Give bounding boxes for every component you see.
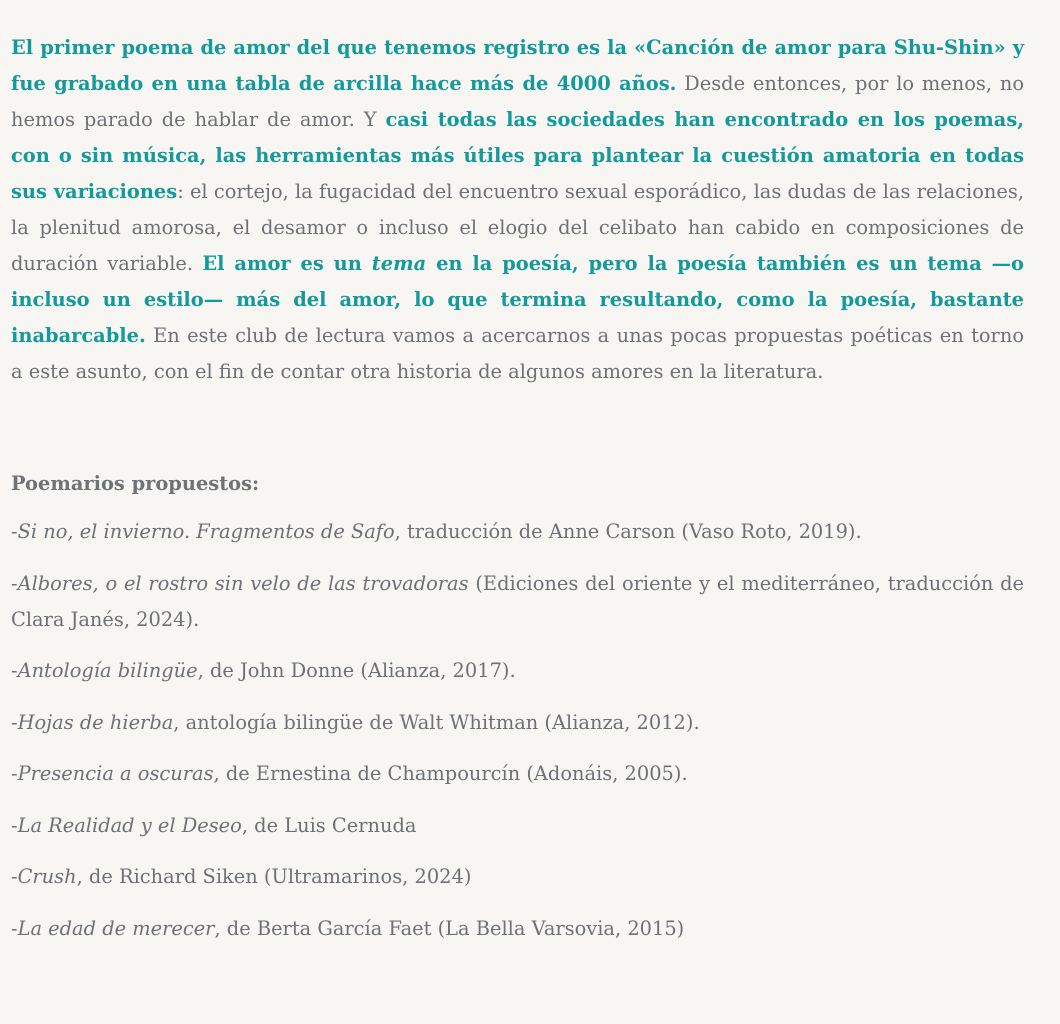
book-title: Albores, o el rostro sin velo de las trovadoras	[17, 571, 469, 595]
list-item	[11, 808, 1024, 844]
intro-text-variations: : el cortejo, la fugacidad del encuentro sexual esporádico, las dudas de las relaciones, la plenitud amorosa, el desamor o incluso el elogio del celibato han cabido en composiciones de duración variable.	[11, 180, 1024, 275]
book-title: Antología bilingüe	[17, 659, 198, 682]
intro-text-reading-club: En este club de lectura vamos a acercarnos a unas pocas propuestas poéticas en torno a este asunto, con el fin de contar otra historia de algunos amores en la literatura.	[11, 324, 1024, 383]
book-title: Hojas de hierba	[17, 710, 174, 734]
list-item-prefix: -	[11, 813, 18, 837]
book-details: , traducción de Anne Carson (Vaso Roto, 2019).	[394, 520, 862, 543]
list-item-prefix: -	[11, 916, 18, 940]
list-item-prefix: -	[11, 659, 18, 682]
book-title: Si no, el invierno. Fragmentos de Safo	[17, 520, 395, 543]
list-item-prefix: -	[11, 865, 18, 888]
book-title: Presencia a oscuras	[17, 762, 214, 785]
book-details: (Ediciones del oriente y el mediterráneo, traducción de Clara Janés, 2024).	[11, 571, 1025, 631]
intro-highlight-tema: tema	[371, 252, 427, 275]
list-item-prefix: -	[11, 571, 18, 595]
list-item	[11, 705, 1024, 741]
book-details: , de Luis Cernuda	[241, 813, 417, 837]
intro-highlight-societies: casi todas las sociedades han encontrado en los poemas, con o sin música, las herramientas más útiles para plantear la cuestión amatoria en todas sus variaciones	[11, 108, 1024, 203]
list-item	[11, 756, 1024, 792]
book-details: , de Ernestina de Champourcín (Adonáis, 2005).	[213, 762, 688, 785]
list-item	[11, 566, 1024, 638]
list-item	[11, 859, 1024, 895]
proposals-list	[11, 514, 1024, 947]
proposals-heading: Poemarios propuestos:	[11, 472, 260, 495]
intro-text-since-then: Desde entonces, por lo menos, no hemos parado de hablar de amor. Y	[11, 72, 1024, 131]
intro-highlight-first-poem: El primer poema de amor del que tenemos registro es la «Canción de amor para Shu-Shin» y fue grabado en una tabla de arcilla hace más de 4000 años.	[11, 36, 1024, 95]
list-item	[11, 653, 1024, 689]
intro-highlight-poetry-theme: en la poesía, pero la poesía también es un tema —o incluso un estilo— más del amor, lo que termina resultando, como la poesía, bastante inabarcable.	[11, 252, 1024, 347]
book-details: , de John Donne (Alianza, 2017).	[197, 659, 516, 682]
book-details: , antología bilingüe de Walt Whitman (Alianza, 2012).	[173, 710, 700, 734]
book-details: , de Richard Siken (Ultramarinos, 2024)	[76, 865, 472, 888]
book-title: La Realidad y el Deseo	[17, 813, 242, 837]
intro-paragraph	[11, 30, 1024, 390]
book-details: , de Berta García Faet (La Bella Varsovia, 2015)	[214, 916, 685, 940]
list-item-prefix: -	[11, 762, 18, 785]
list-item	[11, 911, 1024, 947]
book-title: La edad de merecer	[17, 916, 215, 940]
intro-highlight-love-is-a: El amor es un	[202, 252, 372, 275]
list-item	[11, 514, 1024, 550]
list-item-prefix: -	[11, 520, 18, 543]
list-item-prefix: -	[11, 710, 18, 734]
book-title: Crush	[17, 865, 77, 888]
article-body	[11, 30, 1024, 962]
